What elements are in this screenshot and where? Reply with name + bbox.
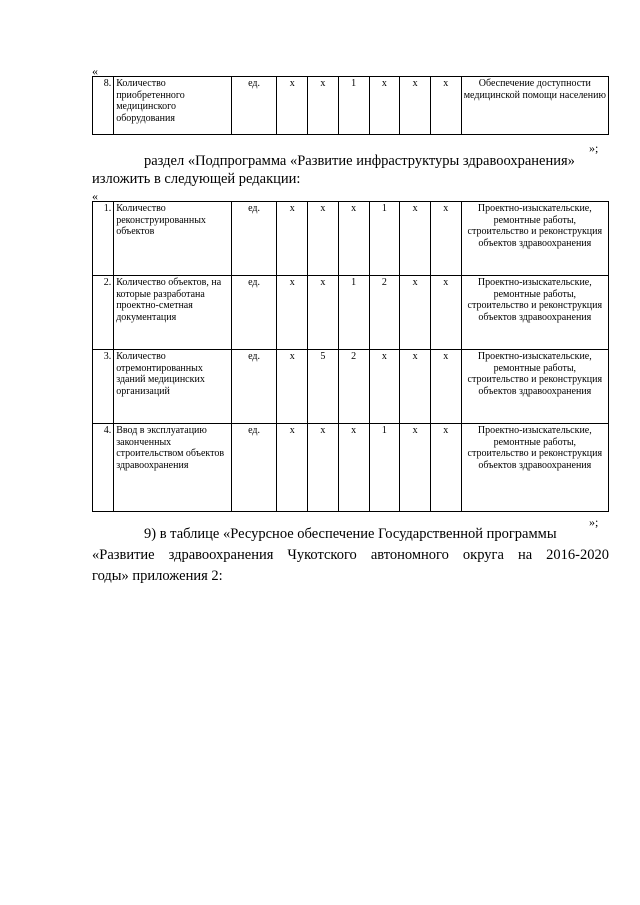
value-cell: х [308,276,339,350]
value-cell: х [369,350,400,424]
row-number: 4. [93,424,114,512]
value-cell: х [400,424,431,512]
intro-line-2: изложить в следующей редакции: [92,171,301,187]
unit-cell: ед. [231,202,277,276]
result-cell: Обеспечение доступности медицинской помощи населению [461,77,608,135]
unit-cell: ед. [231,424,277,512]
value-cell: х [400,276,431,350]
indicator-name: Количество реконструированных объектов [114,202,232,276]
intro-line-1: раздел «Подпрограмма «Развитие инфраструктуры здравоохранения» [144,153,575,169]
value-cell: 2 [338,350,369,424]
row-number: 2. [93,276,114,350]
value-cell: х [400,202,431,276]
indicator-name: Ввод в эксплуатацию законченных строительством объектов здравоохранения [114,424,232,512]
opening-quote-top: « [92,64,98,78]
indicator-name: Количество объектов, на которые разработана проектно-сметная документация [114,276,232,350]
value-cell: х [369,77,400,135]
value-cell: х [430,77,461,135]
table-row [93,350,609,424]
table-row [93,77,609,135]
value-cell: х [338,202,369,276]
row-number: 1. [93,202,114,276]
value-cell: х [430,202,461,276]
value-cell: х [400,350,431,424]
unit-cell: ед. [231,350,277,424]
item9-line-2: «Развитие здравоохранения Чукотского автономного округа на 2016-2020 [92,547,609,563]
opening-quote-mid: « [92,189,98,203]
closing-quote-top: »; [589,141,599,155]
value-cell: х [277,276,308,350]
value-cell: 1 [369,424,400,512]
table-main [92,201,609,512]
value-cell: х [338,424,369,512]
unit-cell: ед. [231,276,277,350]
value-cell: х [308,77,339,135]
table-top [92,76,609,135]
row-number: 8. [93,77,114,135]
result-cell: Проектно-изыскательские, ремонтные работы, строительство и реконструкция объектов здравоохранения [461,202,608,276]
value-cell: х [430,276,461,350]
result-cell: Проектно-изыскательские, ремонтные работы, строительство и реконструкция объектов здравоохранения [461,350,608,424]
value-cell: 1 [338,276,369,350]
indicator-name: Количество приобретенного медицинского оборудования [114,77,232,135]
indicator-name: Количество отремонтированных зданий медицинских организаций [114,350,232,424]
value-cell: х [277,350,308,424]
value-cell: х [277,424,308,512]
table-row [93,202,609,276]
table-row [93,424,609,512]
result-cell: Проектно-изыскательские, ремонтные работы, строительство и реконструкция объектов здравоохранения [461,424,608,512]
result-cell: Проектно-изыскательские, ремонтные работы, строительство и реконструкция объектов здравоохранения [461,276,608,350]
table-row [93,276,609,350]
value-cell: 2 [369,276,400,350]
value-cell: х [430,424,461,512]
value-cell: х [308,424,339,512]
row-number: 3. [93,350,114,424]
value-cell: 1 [338,77,369,135]
value-cell: х [308,202,339,276]
closing-quote-mid: »; [589,515,599,529]
value-cell: 5 [308,350,339,424]
value-cell: х [277,202,308,276]
value-cell: 1 [369,202,400,276]
value-cell: х [430,350,461,424]
item9-line-1: 9) в таблице «Ресурсное обеспечение Государственной программы [144,526,557,542]
item9-line-3: годы» приложения 2: [92,568,223,584]
unit-cell: ед. [231,77,277,135]
value-cell: х [400,77,431,135]
value-cell: х [277,77,308,135]
